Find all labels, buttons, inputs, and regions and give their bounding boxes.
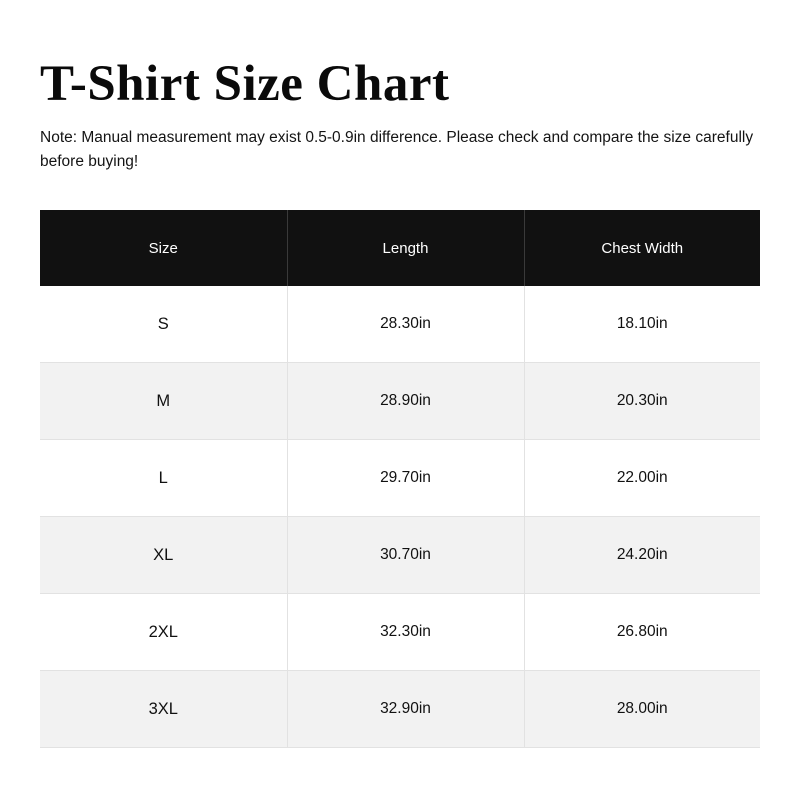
cell-size: M xyxy=(40,363,287,440)
cell-chest-width: 24.20in xyxy=(524,517,760,594)
cell-size: 2XL xyxy=(40,594,287,671)
table-row xyxy=(40,671,760,748)
cell-length: 30.70in xyxy=(287,517,524,594)
cell-length: 28.90in xyxy=(287,363,524,440)
cell-chest-width: 18.10in xyxy=(524,286,760,363)
cell-chest-width: 22.00in xyxy=(524,440,760,517)
table-row xyxy=(40,286,760,363)
size-chart-table-wrapper xyxy=(40,210,760,748)
column-header-length: Length xyxy=(287,210,524,286)
size-chart-table xyxy=(40,210,760,748)
table-row xyxy=(40,440,760,517)
table-row xyxy=(40,517,760,594)
cell-size: 3XL xyxy=(40,671,287,748)
table-row xyxy=(40,363,760,440)
cell-length: 32.30in xyxy=(287,594,524,671)
table-header xyxy=(40,210,760,286)
cell-size: L xyxy=(40,440,287,517)
cell-length: 29.70in xyxy=(287,440,524,517)
cell-length: 32.90in xyxy=(287,671,524,748)
cell-chest-width: 28.00in xyxy=(524,671,760,748)
cell-chest-width: 20.30in xyxy=(524,363,760,440)
page-title: T-Shirt Size Chart xyxy=(40,56,450,112)
cell-size: S xyxy=(40,286,287,363)
column-header-chest-width: Chest Width xyxy=(524,210,760,286)
cell-chest-width: 26.80in xyxy=(524,594,760,671)
cell-size: XL xyxy=(40,517,287,594)
cell-length: 28.30in xyxy=(287,286,524,363)
measurement-note: Note: Manual measurement may exist 0.5-0.9in difference. Please check and compare the size carefully before buying! xyxy=(40,129,754,171)
column-header-size: Size xyxy=(40,210,287,286)
table-row xyxy=(40,594,760,671)
table-body xyxy=(40,286,760,748)
table-header-row xyxy=(40,210,760,286)
